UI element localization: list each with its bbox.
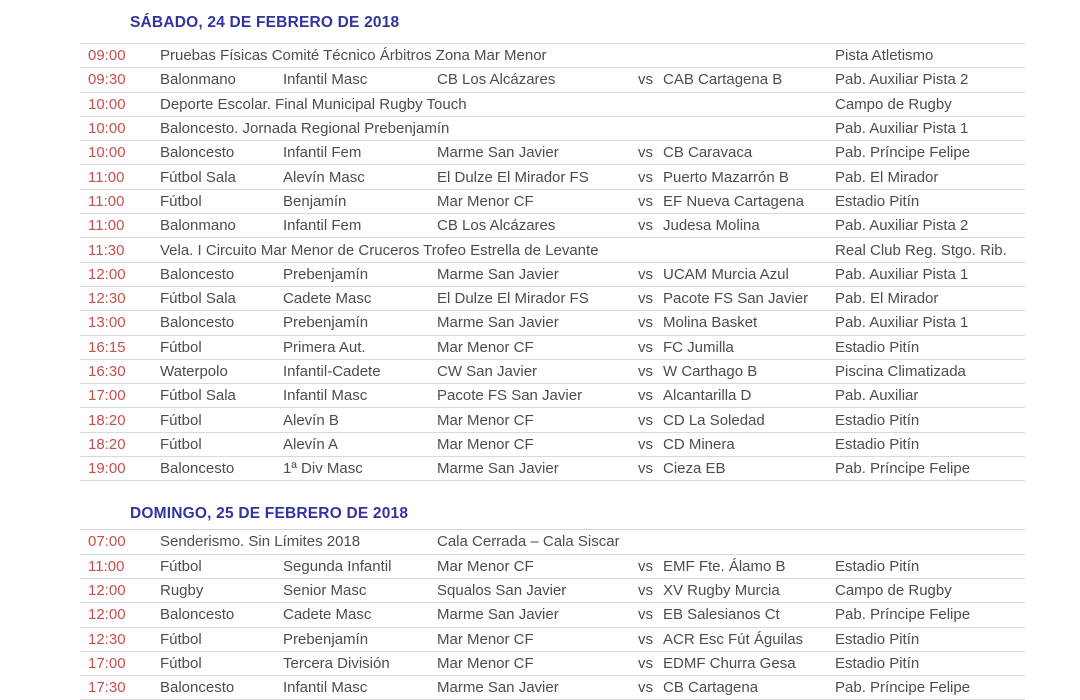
home-team-cell: CB Los Alcázares bbox=[437, 71, 556, 89]
vs-label: vs bbox=[638, 411, 653, 429]
sport-cell: Waterpolo bbox=[160, 363, 228, 380]
venue-cell: Estadio Pitín bbox=[835, 557, 920, 575]
event-description: Pruebas Físicas Comité Técnico Árbitros Zona Mar Menor bbox=[160, 47, 547, 65]
vs-label: vs bbox=[638, 679, 653, 697]
away-team-cell: Cieza EB bbox=[663, 460, 726, 478]
table-row bbox=[80, 433, 1025, 457]
event-description: Baloncesto. Jornada Regional Prebenjamín bbox=[160, 120, 450, 138]
venue-cell: Real Club Reg. Stgo. Rib. bbox=[835, 241, 1007, 259]
time-cell: 09:30 bbox=[88, 71, 126, 89]
event-description: Vela. I Circuito Mar Menor de Cruceros Trofeo Estrella de Levante bbox=[160, 241, 599, 259]
table-row bbox=[80, 579, 1025, 603]
home-team-cell: Marme San Javier bbox=[437, 144, 559, 162]
venue-cell: Pab. El Mirador bbox=[835, 168, 939, 186]
category-cell: Cadete Masc bbox=[283, 290, 372, 308]
schedule-table bbox=[80, 0, 1025, 700]
venue-cell: Estadio Pitín bbox=[835, 630, 920, 648]
category-cell: Infantil Fem bbox=[283, 217, 362, 235]
vs-label: vs bbox=[638, 217, 653, 235]
table-row bbox=[80, 263, 1025, 287]
category-cell: Benjamín bbox=[283, 192, 347, 210]
sport-cell: Fútbol bbox=[160, 192, 202, 210]
venue-cell: Pab. Príncipe Felipe bbox=[835, 606, 971, 624]
vs-label: vs bbox=[638, 435, 653, 453]
sport-cell: Fútbol bbox=[160, 411, 202, 429]
time-cell: 10:00 bbox=[88, 120, 126, 138]
sport-cell: Fútbol bbox=[160, 557, 202, 575]
home-team-cell: Marme San Javier bbox=[437, 679, 559, 697]
category-cell: Prebenjamín bbox=[283, 314, 369, 332]
table-row bbox=[80, 530, 1025, 554]
away-team-cell: Judesa Molina bbox=[663, 217, 760, 235]
time-cell: 13:00 bbox=[88, 314, 126, 332]
vs-label: vs bbox=[638, 387, 653, 405]
time-cell: 10:00 bbox=[88, 144, 126, 162]
home-team-cell: Marme San Javier bbox=[437, 265, 559, 283]
table-row bbox=[80, 603, 1025, 627]
sport-cell: Fútbol Sala bbox=[160, 290, 236, 308]
time-cell: 11:00 bbox=[88, 192, 125, 210]
time-cell: 19:00 bbox=[88, 460, 126, 478]
vs-label: vs bbox=[638, 630, 653, 648]
date-header: SÁBADO, 24 DE FEBRERO DE 2018 bbox=[130, 14, 400, 31]
sport-cell: Fútbol Sala bbox=[160, 168, 236, 186]
home-team-cell: Mar Menor CF bbox=[437, 192, 534, 210]
vs-label: vs bbox=[638, 290, 653, 308]
venue-cell: Pab. Auxiliar Pista 2 bbox=[835, 71, 969, 89]
time-cell: 12:30 bbox=[88, 290, 126, 308]
time-cell: 16:30 bbox=[88, 363, 126, 380]
venue-cell: Estadio Pitín bbox=[835, 192, 920, 210]
venue-cell: Estadio Pitín bbox=[835, 411, 920, 429]
category-cell: Infantil Masc bbox=[283, 679, 368, 697]
time-cell: 11:00 bbox=[88, 217, 125, 235]
venue-cell: Pab. Auxiliar Pista 1 bbox=[835, 314, 969, 332]
table-row bbox=[80, 190, 1025, 214]
sport-cell: Fútbol bbox=[160, 630, 202, 648]
venue-cell: Campo de Rugby bbox=[835, 582, 952, 600]
away-team-cell: EMF Fte. Álamo B bbox=[663, 557, 786, 575]
away-team-cell: CAB Cartagena B bbox=[663, 71, 783, 89]
table-row bbox=[80, 652, 1025, 676]
sport-cell: Balonmano bbox=[160, 71, 236, 89]
schedule-section bbox=[80, 481, 1025, 700]
home-team-cell: Mar Menor CF bbox=[437, 557, 534, 575]
venue-cell: Estadio Pitín bbox=[835, 654, 920, 672]
venue-cell: Pista Atletismo bbox=[835, 47, 934, 65]
venue-cell: Estadio Pitín bbox=[835, 435, 920, 453]
table-row bbox=[80, 311, 1025, 335]
time-cell: 16:15 bbox=[88, 338, 126, 356]
rows-group bbox=[80, 43, 1025, 481]
time-cell: 09:00 bbox=[88, 47, 126, 65]
table-row bbox=[80, 457, 1025, 481]
category-cell: Alevín A bbox=[283, 435, 339, 453]
time-cell: 17:00 bbox=[88, 654, 126, 672]
category-cell: Primera Aut. bbox=[283, 338, 366, 356]
category-cell: Infantil Fem bbox=[283, 144, 362, 162]
venue-cell: Estadio Pitín bbox=[835, 338, 920, 356]
sport-cell: Rugby bbox=[160, 582, 204, 600]
away-team-cell: CD La Soledad bbox=[663, 411, 765, 429]
time-cell: 11:00 bbox=[88, 168, 125, 186]
table-row bbox=[80, 360, 1025, 384]
event-location: Cala Cerrada – Cala Siscar bbox=[437, 533, 620, 551]
away-team-cell: EDMF Churra Gesa bbox=[663, 654, 796, 672]
venue-cell: Pab. Auxiliar Pista 1 bbox=[835, 120, 969, 138]
sport-cell: Balonmano bbox=[160, 217, 236, 235]
table-row bbox=[80, 336, 1025, 360]
table-row bbox=[80, 117, 1025, 141]
venue-cell: Pab. Auxiliar Pista 1 bbox=[835, 265, 969, 283]
table-row bbox=[80, 384, 1025, 408]
vs-label: vs bbox=[638, 144, 653, 162]
category-cell: Senior Masc bbox=[283, 582, 367, 600]
home-team-cell: Mar Menor CF bbox=[437, 435, 534, 453]
sport-cell: Baloncesto bbox=[160, 314, 235, 332]
time-cell: 17:30 bbox=[88, 679, 126, 697]
time-cell: 18:20 bbox=[88, 435, 126, 453]
venue-cell: Pab. Príncipe Felipe bbox=[835, 679, 971, 697]
event-description: Senderismo. Sin Límites 2018 bbox=[160, 533, 361, 551]
home-team-cell: Mar Menor CF bbox=[437, 654, 534, 672]
home-team-cell: Mar Menor CF bbox=[437, 411, 534, 429]
table-row bbox=[80, 165, 1025, 189]
away-team-cell: ACR Esc Fút Águilas bbox=[663, 630, 804, 648]
category-cell: Infantil Masc bbox=[283, 71, 368, 89]
away-team-cell: Pacote FS San Javier bbox=[663, 290, 809, 308]
table-row bbox=[80, 408, 1025, 432]
away-team-cell: Puerto Mazarrón B bbox=[663, 168, 789, 186]
table-row bbox=[80, 238, 1025, 262]
away-team-cell: UCAM Murcia Azul bbox=[663, 265, 789, 283]
home-team-cell: CB Los Alcázares bbox=[437, 217, 556, 235]
vs-label: vs bbox=[638, 460, 653, 478]
table-row bbox=[80, 555, 1025, 579]
time-cell: 12:00 bbox=[88, 265, 126, 283]
sport-cell: Baloncesto bbox=[160, 144, 235, 162]
category-cell: Alevín Masc bbox=[283, 168, 365, 186]
table-row bbox=[80, 44, 1025, 68]
sport-cell: Baloncesto bbox=[160, 265, 235, 283]
date-header: DOMINGO, 25 DE FEBRERO DE 2018 bbox=[130, 505, 409, 523]
away-team-cell: Alcantarilla D bbox=[663, 387, 752, 405]
category-cell: Tercera División bbox=[283, 654, 390, 672]
away-team-cell: CD Minera bbox=[663, 435, 735, 453]
event-description: Deporte Escolar. Final Municipal Rugby Touch bbox=[160, 95, 467, 113]
category-cell: Alevín B bbox=[283, 411, 339, 429]
table-row bbox=[80, 93, 1025, 117]
home-team-cell: Mar Menor CF bbox=[437, 630, 534, 648]
venue-cell: Campo de Rugby bbox=[835, 95, 952, 113]
sport-cell: Fútbol bbox=[160, 654, 202, 672]
home-team-cell: Squalos San Javier bbox=[437, 582, 567, 600]
venue-cell: Pab. Auxiliar bbox=[835, 387, 919, 405]
away-team-cell: EF Nueva Cartagena bbox=[663, 192, 804, 210]
away-team-cell: CB Cartagena bbox=[663, 679, 759, 697]
away-team-cell: W Carthago B bbox=[663, 363, 758, 380]
home-team-cell: Marme San Javier bbox=[437, 314, 559, 332]
time-cell: 12:30 bbox=[88, 630, 126, 648]
time-cell: 17:00 bbox=[88, 387, 126, 405]
table-row bbox=[80, 676, 1025, 700]
category-cell: Segunda Infantil bbox=[283, 557, 392, 575]
time-cell: 11:30 bbox=[88, 241, 125, 259]
time-cell: 18:20 bbox=[88, 411, 126, 429]
home-team-cell: Marme San Javier bbox=[437, 460, 559, 478]
time-cell: 07:00 bbox=[88, 533, 126, 551]
category-cell: Prebenjamín bbox=[283, 630, 369, 648]
rows-group bbox=[80, 529, 1025, 700]
table-row bbox=[80, 141, 1025, 165]
home-team-cell: El Dulze El Mirador FS bbox=[437, 290, 589, 308]
away-team-cell: Molina Basket bbox=[663, 314, 758, 332]
category-cell: Infantil Masc bbox=[283, 387, 368, 405]
vs-label: vs bbox=[638, 582, 653, 600]
sport-cell: Baloncesto bbox=[160, 679, 235, 697]
home-team-cell: Pacote FS San Javier bbox=[437, 387, 583, 405]
time-cell: 10:00 bbox=[88, 95, 126, 113]
away-team-cell: CB Caravaca bbox=[663, 144, 753, 162]
venue-cell: Pab. Príncipe Felipe bbox=[835, 460, 971, 478]
sport-cell: Baloncesto bbox=[160, 606, 235, 624]
vs-label: vs bbox=[638, 192, 653, 210]
vs-label: vs bbox=[638, 314, 653, 332]
venue-cell: Pab. Príncipe Felipe bbox=[835, 144, 971, 162]
vs-label: vs bbox=[638, 265, 653, 283]
vs-label: vs bbox=[638, 654, 653, 672]
venue-cell: Piscina Climatizada bbox=[835, 363, 966, 380]
away-team-cell: EB Salesianos Ct bbox=[663, 606, 780, 624]
away-team-cell: XV Rugby Murcia bbox=[663, 582, 780, 600]
time-cell: 11:00 bbox=[88, 557, 125, 575]
venue-cell: Pab. El Mirador bbox=[835, 290, 939, 308]
table-row bbox=[80, 214, 1025, 238]
vs-label: vs bbox=[638, 606, 653, 624]
sport-cell: Fútbol bbox=[160, 338, 202, 356]
table-row bbox=[80, 287, 1025, 311]
home-team-cell: Marme San Javier bbox=[437, 606, 559, 624]
category-cell: Infantil-Cadete bbox=[283, 363, 381, 380]
venue-cell: Pab. Auxiliar Pista 2 bbox=[835, 217, 969, 235]
category-cell: 1ª Div Masc bbox=[283, 460, 363, 478]
schedule-section bbox=[80, 0, 1025, 481]
time-cell: 12:00 bbox=[88, 582, 126, 600]
home-team-cell: CW San Javier bbox=[437, 363, 538, 380]
sport-cell: Baloncesto bbox=[160, 460, 235, 478]
time-cell: 12:00 bbox=[88, 606, 126, 624]
vs-label: vs bbox=[638, 168, 653, 186]
sport-cell: Fútbol bbox=[160, 435, 202, 453]
home-team-cell: El Dulze El Mirador FS bbox=[437, 168, 589, 186]
home-team-cell: Mar Menor CF bbox=[437, 338, 534, 356]
away-team-cell: FC Jumilla bbox=[663, 338, 734, 356]
vs-label: vs bbox=[638, 363, 653, 380]
sport-cell: Fútbol Sala bbox=[160, 387, 236, 405]
vs-label: vs bbox=[638, 71, 653, 89]
table-row bbox=[80, 68, 1025, 92]
category-cell: Prebenjamín bbox=[283, 265, 369, 283]
vs-label: vs bbox=[638, 338, 653, 356]
vs-label: vs bbox=[638, 557, 653, 575]
table-row bbox=[80, 628, 1025, 652]
category-cell: Cadete Masc bbox=[283, 606, 372, 624]
